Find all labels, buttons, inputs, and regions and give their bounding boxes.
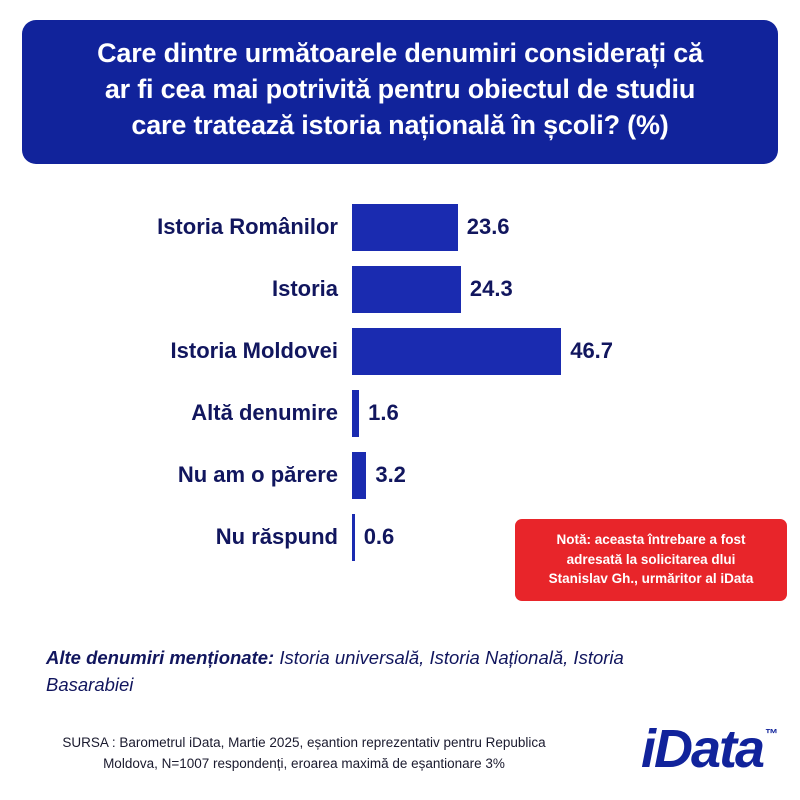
alternative-names-value: Istoria universală, Istoria Națională, Istoria Basarabiei [46,647,624,695]
bar [352,328,561,375]
page-title [22,20,778,164]
chart-row [0,382,800,444]
source-note [14,733,594,775]
logo-wordmark: iData [640,719,763,779]
bar-value-label: 1.6 [368,400,399,425]
bar-track [352,452,800,499]
note-line-3: Stanislav Gh., urmăritor al iData [548,571,754,587]
bar [352,390,359,437]
bar-value-label: 3.2 [375,462,406,487]
title-line-2: ar fi cea mai potrivită pentru obiectul de studiu [104,73,696,104]
bar-category-label: Altă denumire [191,400,338,425]
alternative-names-label: Alte denumiri menționate: [46,647,275,668]
bar [352,204,458,251]
note-line-1: Notă: aceasta întrebare a fost [556,532,746,547]
bar-value-label: 0.6 [363,524,395,549]
bar-value-label: 46.7 [570,338,614,363]
bar-category-label: Nu am o părere [177,462,338,487]
bar-track [352,390,800,437]
bar [352,514,355,561]
chart-row [0,258,800,320]
source-line-1: SURSA : Barometrul iData, Martie 2025, eșantion reprezentativ pentru Republica [62,735,546,750]
source-line-2: Moldova, N=1007 respondenți, eroarea maximă de eșantionare 3% [103,755,505,771]
bar-category-label: Istoria [271,276,338,301]
trademark-icon: ™ [765,726,778,741]
alternative-names-note [46,645,686,699]
bar [352,266,461,313]
note-line-2: adresată la solicitarea dlui [566,551,736,567]
idata-logo [640,719,778,779]
bar-category-label: Nu răspund [215,524,338,549]
bar-value-label: 23.6 [466,214,510,239]
chart-row [0,320,800,382]
title-line-3: care tratează istoria națională în școli? (%) [131,109,669,140]
bar-category-label: Istoria Moldovei [170,338,338,363]
chart-row [0,444,800,506]
bar-track [352,204,800,251]
title-line-1: Care dintre următoarele denumiri considerați că [97,38,703,68]
bar-category-label: Istoria Românilor [157,214,338,239]
bar-track [352,266,800,313]
note-callout [515,519,787,601]
bar [352,452,366,499]
bar-value-label: 24.3 [469,276,513,301]
chart-row [0,196,800,258]
bar-track [352,328,800,375]
